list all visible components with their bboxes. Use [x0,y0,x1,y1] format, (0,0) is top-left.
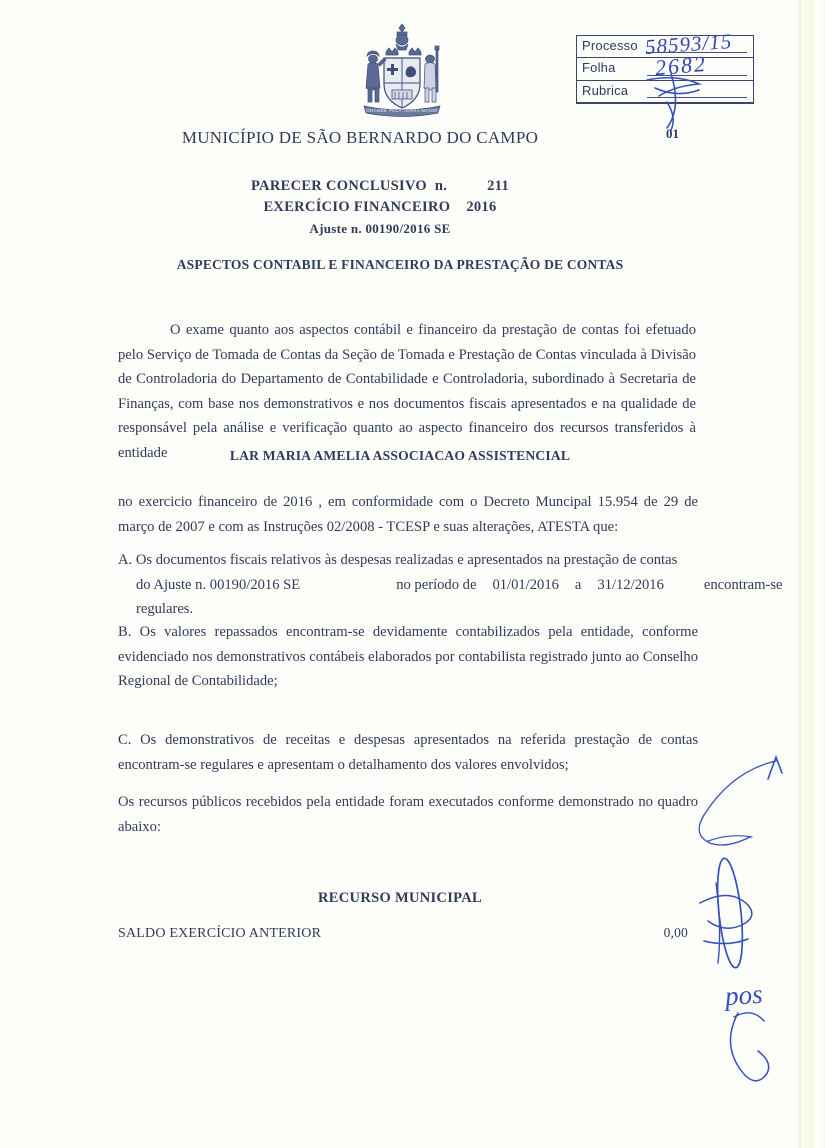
rubrica-signature-mark [637,72,752,132]
parecer-number: 211 [487,178,510,194]
coat-of-arms-icon [356,22,448,120]
stamp-label-folha: Folha [582,60,616,76]
paragraph-two: no exercicio financeiro de 2016 , em conformidade com o Decreto Muncipal 15.954 de 29 de março de 2007 e com as Instruções 02/2008 - TCESP e suas alterações, ATESTA que: [118,494,698,535]
stamp-label-rubrica: Rubrica [582,82,629,98]
stamp-label-processo: Processo [582,38,638,53]
recurso-municipal-heading: RECURSO MUNICIPAL [318,890,482,906]
list-item-c-text: Os demonstrativos de receitas e despesas apresentados na referida prestação de contas encontram-se regulares e apresentam o detalhamento dos valores envolvidos; [118,732,699,773]
saldo-label: SALDO EXERCÍCIO ANTERIOR [118,926,322,941]
entity-name: LAR MARIA AMELIA ASSOCIACAO ASSISTENCIAL [229,448,571,463]
list-item-a-marker: A. [118,552,133,568]
list-item-b [118,620,698,694]
saldo-row [118,925,688,942]
list-item-b-marker: B. [118,624,132,640]
stamp-row-processo [577,28,753,60]
stamp-value-folha: 2682 [653,51,708,81]
parecer-title-block [0,176,760,239]
exercicio-label: EXERCÍCIO FINANCEIRO [263,199,451,215]
list-item-a-tail: encontram-se [703,576,783,593]
list-item-a-date-sep: a [574,576,582,593]
section-title: ASPECTOS CONTABIL E FINANCEIRO DA PRESTAÇÃO DE CONTAS [176,257,624,272]
paragraph-three: Os recursos públicos recebidos pela entidade foram executados conforme demonstrado no quadro abaixo: [118,794,698,835]
svg-text:GRANDE PELA TERRA MAIOR: GRANDE PELA TERRA MAIOR [366,108,438,113]
parecer-label: PARECER CONCLUSIVO n. [250,178,448,194]
paragraph-one-body: O exame quanto aos aspectos contábil e financeiro da prestação de contas foi efetuado pelo Serviço de Tomada de Contas da Seção de Tomada e Prestação de Contas vinculada à Divisão de Controladoria do Departamento de Contabilidade e Controladoria, subordinado à Secretaria de Finanças, com base nos demonstrativos e nos documentos fiscais apresentados e na qualidade de responsável pela análise e verificação quanto ao aspecto financeiro dos recursos transferidos à entidade [118,322,696,461]
process-stamp-box [576,28,754,104]
list-item-a-line1: Os documentos fiscais relativos às despesas realizadas e apresentados na prestação de contas [135,552,678,568]
exercicio-line [0,197,760,218]
municipality-name: MUNICÍPIO DE SÃO BERNARDO DO CAMPO [181,128,539,147]
stamp-value-processo: 58593/15 [644,28,734,60]
paragraph-one-text [118,318,696,465]
signature-initials: pos [723,978,764,1012]
list-item-a-ajuste: do Ajuste n. 00190/2016 SE [136,576,301,593]
list-item-a [118,548,783,622]
ajuste-line: Ajuste n. 00190/2016 SE [309,221,451,236]
list-item-c-marker: C. [118,732,132,748]
saldo-value: 0,00 [663,925,688,940]
list-item-a-periodo-label: no período de [396,576,477,593]
paragraph-one [118,318,696,465]
page-number: 01 [666,126,679,141]
list-item-c [118,728,698,777]
list-item-a-line3: regulares. [136,601,194,617]
list-item-a-date-end: 31/12/2016 [597,576,664,593]
parecer-line [0,176,760,197]
page-edge-line [799,0,801,1148]
exercicio-year: 2016 [466,199,497,215]
list-item-b-text: Os valores repassados encontram-se devidamente contabilizados pela entidade, conforme evidenciado nos demonstrativos contábeis elaborados por contabilista registrado junto ao Conselho Regional de Contabilidade; [118,624,699,689]
list-item-a-date-start: 01/01/2016 [492,576,559,593]
stamp-rule [647,52,747,53]
list-item-a-line2 [118,573,783,598]
